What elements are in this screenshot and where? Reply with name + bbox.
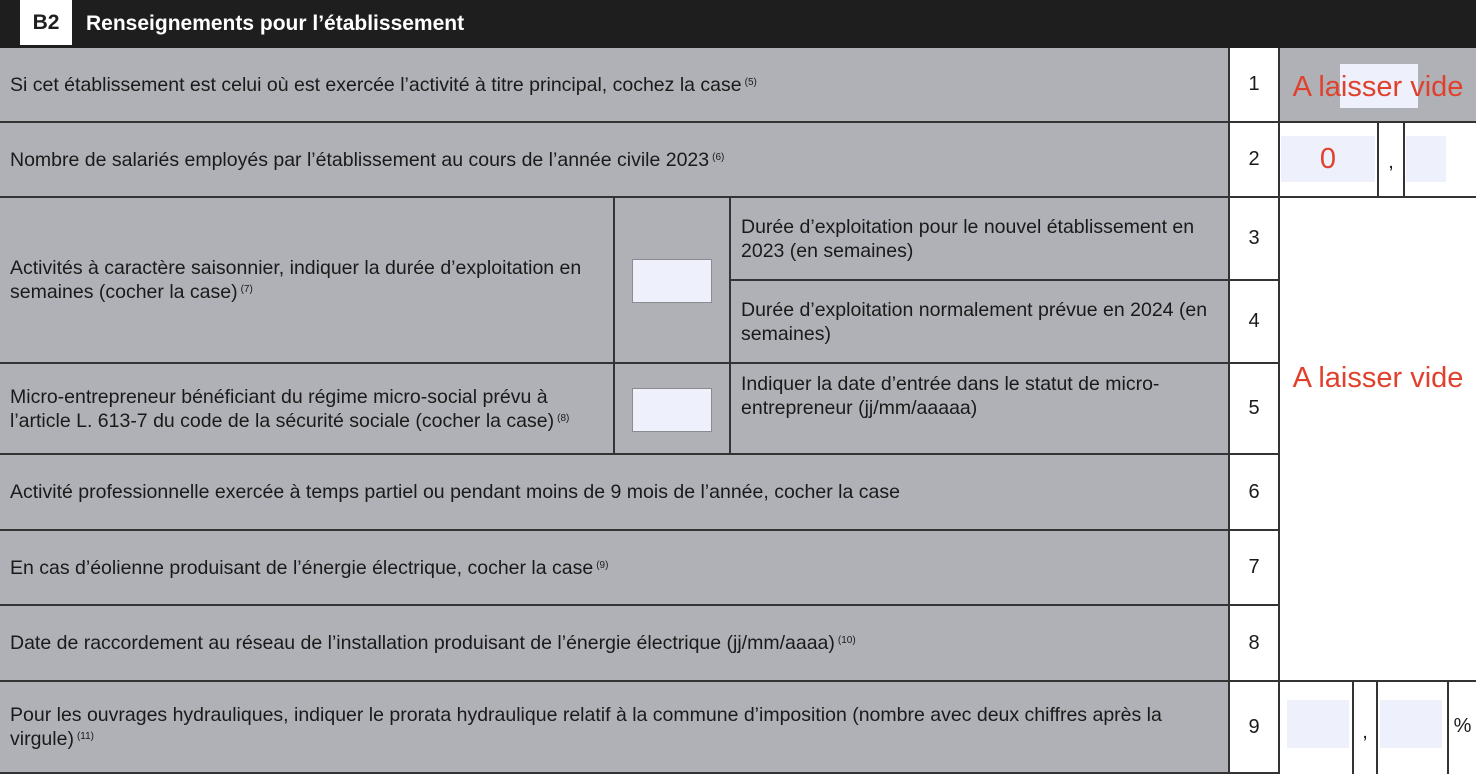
row-3-label [731,198,1230,281]
seasonal-note: (7) [240,284,253,295]
row-9-note: (11) [76,731,94,742]
row-8-note: (10) [837,635,856,646]
row-2-label [0,123,1230,198]
row-3-number: 3 [1230,198,1280,281]
row-5-label [731,364,1230,455]
row-7-note: (9) [596,559,609,571]
row-9-text: Pour les ouvrages hydrauliques, indiquer le prorata hydraulique relatif à la commune d’imposition (nombre avec deux chiffres après la virgule) [10,704,1162,750]
row-9-integer-field[interactable] [1287,700,1349,748]
row-9-percent: % [1453,714,1472,737]
row-2-integer-field[interactable]: 0 [1281,136,1375,182]
row-1-number: 1 [1230,48,1280,123]
row-1-answer-annotation: A laisser vide [1292,71,1464,103]
rows-3-8-answer-area [1280,198,1476,682]
seasonal-text: Activités à caractère saisonnier, indiquer la durée d’exploitation en semaines (cocher la case) [10,257,582,303]
row-2-text: Nombre de salariés employés par l’établissement au cours de l’année civile 2023 [10,148,710,171]
micro-note: (8) [557,412,570,424]
row-9-decimal-field[interactable] [1380,700,1442,748]
row-7-label [0,531,1230,606]
row-4-text: Durée d’exploitation normalement prévue en 2024 (en semaines) [741,298,1208,345]
row-4-label [731,281,1230,364]
row-4-number: 4 [1230,281,1280,364]
row-1-text: Si cet établissement est celui où est exercée l’activité à titre principal, cochez la case [10,73,742,96]
row-6-label [0,455,1230,531]
seasonal-checkbox[interactable] [632,259,712,303]
rows-3-8-annotation: A laisser vide [1292,362,1464,394]
seasonal-label [0,198,615,364]
row-2-number: 2 [1230,123,1280,198]
section-code-badge: B2 [20,0,72,45]
row-3-text: Durée d’exploitation pour le nouvel établissement en 2023 (en semaines) [741,215,1195,262]
row-9-label [0,682,1230,774]
row-2-comma: , [1388,150,1394,173]
row-6-number: 6 [1230,455,1280,531]
row-9-comma: , [1362,720,1368,743]
row-1-label [0,48,1230,123]
row-5-text: Indiquer la date d’entrée dans le statut de micro-entrepreneur (jj/mm/aaaaa) [741,373,1160,419]
row-9-number: 9 [1230,682,1280,774]
micro-checkbox[interactable] [632,388,712,432]
row-2-decimal-field[interactable] [1406,136,1446,182]
row-9-divider-2 [1376,682,1378,774]
section-title: Renseignements pour l’établissement [86,12,465,35]
row-7-number: 7 [1230,531,1280,606]
row-6-text: Activité professionnelle exercée à temps partiel ou pendant moins de 9 mois de l’année, cocher la case [10,481,900,503]
micro-text: Micro-entrepreneur bénéficiant du régime micro-social prévu à l’article L. 613-7 du code de la sécurité sociale (cocher la case) [10,385,555,432]
row-8-label [0,606,1230,682]
row-8-number: 8 [1230,606,1280,682]
row-8-text: Date de raccordement au réseau de l’installation produisant de l’énergie électrique (jj/mm/aaaa) [10,632,835,654]
row-1-note: (5) [744,76,757,88]
row-2-divider-2 [1403,123,1405,196]
row-7-text: En cas d’éolienne produisant de l’énergie électrique, cocher la case [10,556,594,579]
row-2-note: (6) [712,151,725,163]
micro-label [0,364,615,455]
row-5-number: 5 [1230,364,1280,455]
